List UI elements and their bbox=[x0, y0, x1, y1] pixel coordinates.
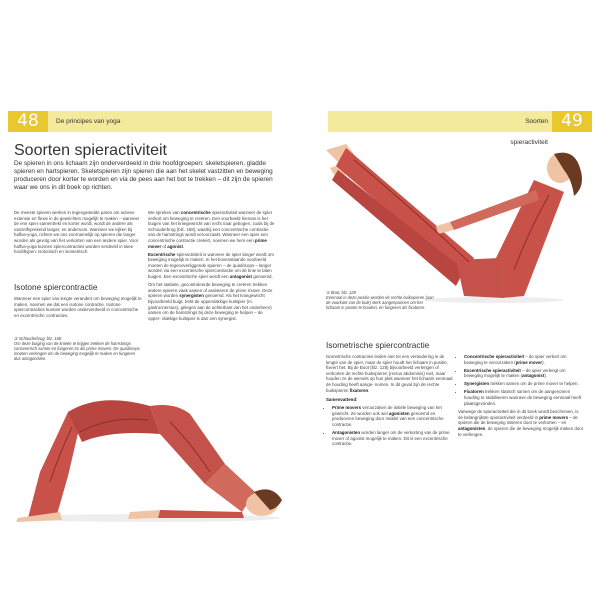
isotone-heading: Isotone spiercontractie bbox=[14, 282, 98, 292]
hand bbox=[128, 510, 160, 519]
leg bbox=[336, 148, 474, 276]
synergist-paragraph: Om het stabiele, gecontroleerde beweging te creëren trekken andere spieren vaak samen of assisteren de prime mover. Deze spieren worden synergisten genoemd. Als het kniegewricht bijvoorbeeld buigt, trekt de oppervlakkige kuitspier (m. gastrocnemius), gelegen aan de achterkant van het onderbeen) samen om de hamstrings bij deze beweging te helpen – de opper- vlakkige kuitspier is dan een synergist. bbox=[148, 282, 273, 321]
closing-paragraph: Vanwege de spieractiviteit die in dit boek wordt beschreven, is de belangrijkste spieractiviteit verdeeld in prime movers – de spieren die de beweging initiëren door te verkorten – en antagonisten, de spieren die de beweging mogelijk maken door te verlengen. bbox=[458, 409, 584, 437]
pelvis bbox=[456, 258, 504, 298]
list-item: • Antagonisten worden langer om de verkorting van de prime mover of agonist mogelijk te maken. Dit is een excentrische contractie. bbox=[332, 430, 454, 447]
arm bbox=[158, 510, 244, 518]
eccentric-paragraph: Excentrische spieractiviteit is wanneer de spier langer wordt om beweging mogelijk te maken. In het bovenstaande voorbeeld moeten de tegenoverliggende spieren – de quadriceps – langer worden via een excentrische spiercontractie om de knie te laten buigen. Een excentrische spier wordt een antagonist genoemd. bbox=[148, 251, 274, 280]
isometric-heading: Isometrische spiercontractie bbox=[326, 340, 430, 350]
summary-list bbox=[326, 405, 454, 447]
bridge-pose-anatomy-illustration bbox=[10, 372, 295, 524]
isotone-text-block bbox=[14, 296, 142, 321]
right-column-2 bbox=[458, 354, 584, 440]
right-caption-ref: ① Boot, blz. 128 bbox=[326, 290, 356, 295]
boat-pose-anatomy-illustration bbox=[324, 140, 594, 305]
right-page bbox=[300, 0, 600, 600]
right-header-title: Soorten spieractiviteit bbox=[510, 118, 548, 146]
isometric-paragraph: Isometrische contracties leiden niet tot een verandering in de lengte van de spier, maar de spier houdt het lichaam in positie, fixeert het. Bij de Boot (blz. 128) bijvoorbeeld verlengen of verkorten de rechte buikspieren (rectus abdominis) niet, maar houden ze de wervels op hun plek wanneer het lichaam eenmaal de houding heeft aange- nomen. In dit geval zijn de rechte buikspieren fixatoren. bbox=[326, 354, 453, 393]
intro-paragraph: De meeste spieren werken in tegengestelde paren om actieve extensie en flexie in de gewrichten mogelijk te maken – wanneer de ene spier samentrekt en korter wordt, wordt de andere als vanzelfsprekend langer, en andersom. Wanneer we kijken bij halfva-yoga, richten we ons voornamelijk op spieren die langer worden als gevolg van het verkorten van een andere spier. Voor halfva-yoga kunnen spiercontracties worden verdeeld in twee hoofdtypen: isotonisch en isometrisch. bbox=[14, 210, 140, 255]
list-item: • Fixatoren trekken statisch samen om de aangenomen houding te stabiliseren wanneer de beweging eenmaal heeft plaatsgevonden. bbox=[464, 389, 584, 406]
lead-paragraph: De spieren in ons lichaam zijn onderverdeeld in drie hoofdgroepen: skeletspieren, gladde spieren en hartspieren. Skeletspieren zijn spieren die aan het skelet vastzitten en beweging produceren door korter te worden en via de pees aan het bot te trekken – dit zijn de spieren waar we ons in dit boek op richten. bbox=[14, 160, 273, 192]
right-figure-caption bbox=[326, 290, 436, 310]
page-title: Soorten spieractiviteit bbox=[14, 142, 167, 159]
right-column-1 bbox=[326, 354, 454, 449]
summary-heading: Samenvattend: bbox=[326, 397, 358, 403]
left-figure-caption bbox=[14, 336, 140, 361]
right-page-number: 49 bbox=[552, 111, 592, 132]
list-item: • Concentrische spieractiviteit – de spier verkort om beweging te veroorzaken (prime mover). bbox=[464, 354, 584, 365]
list-item: • Synergisten trekken samen om de prime mover te helpen. bbox=[464, 381, 584, 387]
definition-list bbox=[458, 354, 584, 406]
isotone-text: Wanneer een spier van lengte verandert om beweging mogelijk te maken, noemen we dat een isotone contractie. Isotone spiercontracties kunnen worden onderverdeeld in concentrische en excentrische contracties. bbox=[14, 296, 142, 318]
concentric-paragraph: We spreken van concentrische spieractiviteit wanneer de spier verkort om beweging te creëren. Een voorbeeld hiervan is het buigen van het kniegewricht van recht naar gebogen, zoals bij de Schouderbrug (blz. 168), waarbij een concentrische contractie van de hamstrings wordt veroorzaakt. Wanneer een spier een concentrische contractie creëert, noemen we hem een prime mover of agonist. bbox=[148, 210, 275, 249]
list-item: • Prime movers veroorzaken de initiële beweging van het gewricht. Ze worden ook wel agonisten genoemd en produceren beweging door middel van een concentrische contractie. bbox=[332, 405, 454, 427]
right-caption-text: Eenmaal in deze positie worden de rechte buikspieren (aan de voorkant van de buik) sterk aangespannen om het lichaam in positie te houden, en fungeren als fixatoren. bbox=[326, 295, 434, 311]
left-caption-ref: ① Schouderbrug, blz. 168 bbox=[14, 336, 62, 341]
torso bbox=[150, 405, 225, 484]
left-page-number: 48 bbox=[8, 111, 48, 132]
left-header-title: De principes van yoga bbox=[56, 118, 121, 125]
left-caption-text: Om deze buiging van de knieën te krijgen trekken de hamstrings concentrisch samen en fungeren zo als prime movers. De quadriceps moeten verlengen om de beweging mogelijk te maken en fungeren dus antagonisten. bbox=[14, 341, 140, 362]
list-item: • Excentrische spieractiviteit – de spier verlengt om beweging mogelijk te maken (antagonist). bbox=[464, 368, 584, 379]
floor-shadow bbox=[424, 297, 564, 303]
lower-leg bbox=[28, 412, 82, 518]
left-column-1 bbox=[14, 210, 142, 257]
left-column-2 bbox=[148, 210, 276, 324]
